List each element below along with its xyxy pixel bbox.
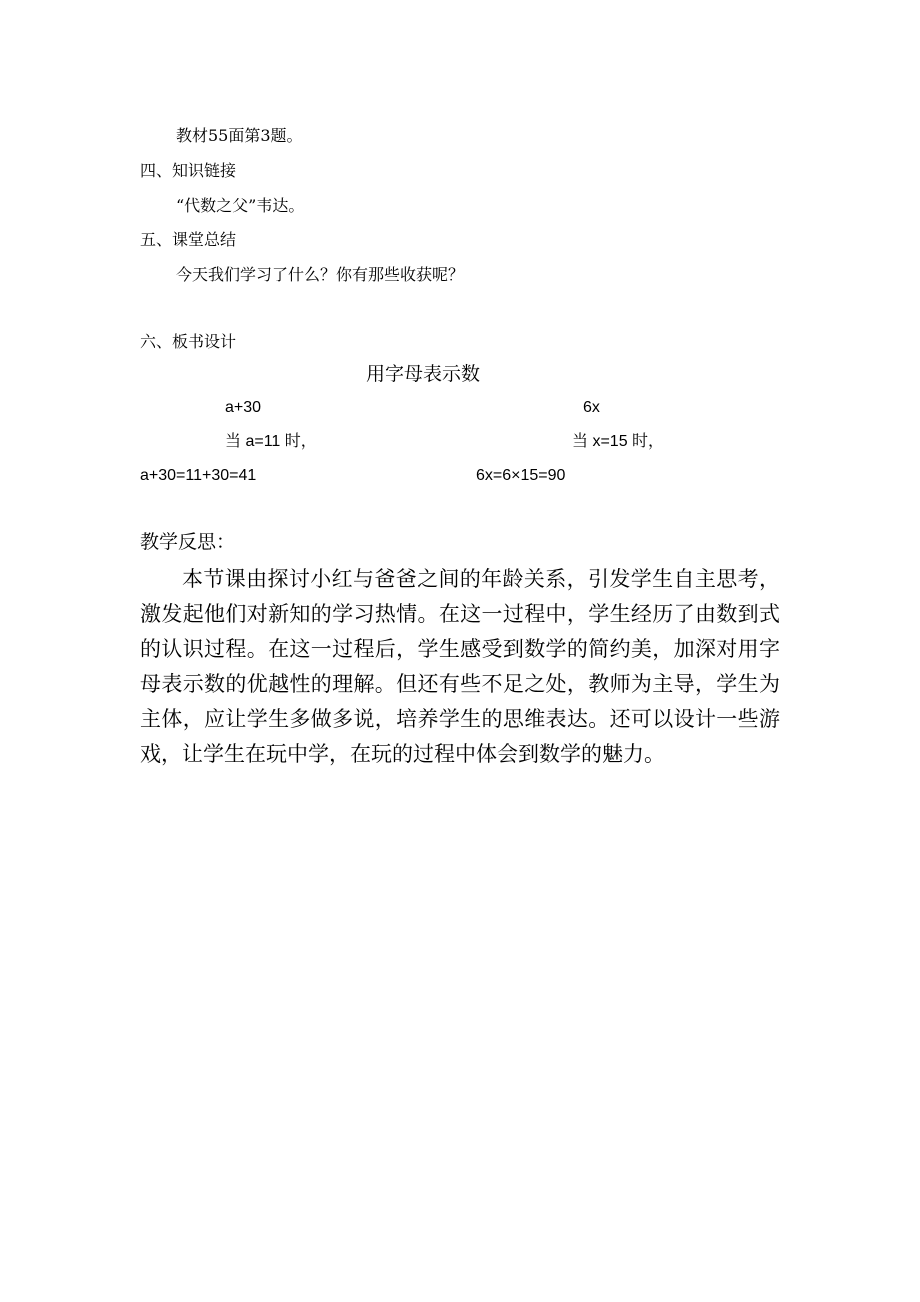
board-left-condition: 当 a=11 时， <box>225 433 317 450</box>
knowledge-link-text: “代数之父”韦达。 <box>176 196 305 215</box>
board-right-condition: 当 x=15 时， <box>572 433 665 450</box>
board-left-expression: a+30 <box>225 399 262 416</box>
board-title: 用字母表示数 <box>366 363 481 385</box>
board-right-expression: 6x <box>583 399 600 416</box>
summary-text: 今天我们学习了什么？你有那些收获呢？ <box>176 265 465 284</box>
summary-heading: 五、课堂总结 <box>140 230 237 249</box>
board-left-result: a+30=11+30=41 <box>140 467 257 484</box>
board-right-result: 6x=6×15=90 <box>476 467 566 484</box>
board-design-heading: 六、板书设计 <box>140 332 237 351</box>
reflection-paragraph: 本节课由探讨小红与爸爸之间的年龄关系，引发学生自主思考，激发起他们对新知的学习热情。在这一过程中，学生经历了由数到式的认识过程。在这一过程后，学生感受到数学的简约美，加深对用字母表示数的优越性的理解。但还有些不足之处，教师为主导，学生为主体，应让学生多做多说，培养学生的思维表达。还可以设计一些游戏，让学生在玩中学，在玩的过程中体会到数学的魅力。 <box>140 567 780 766</box>
exercise-reference: 教材55面第3题。 <box>176 126 303 145</box>
reflection-heading: 教学反思： <box>140 531 236 553</box>
knowledge-link-heading: 四、知识链接 <box>140 161 237 180</box>
